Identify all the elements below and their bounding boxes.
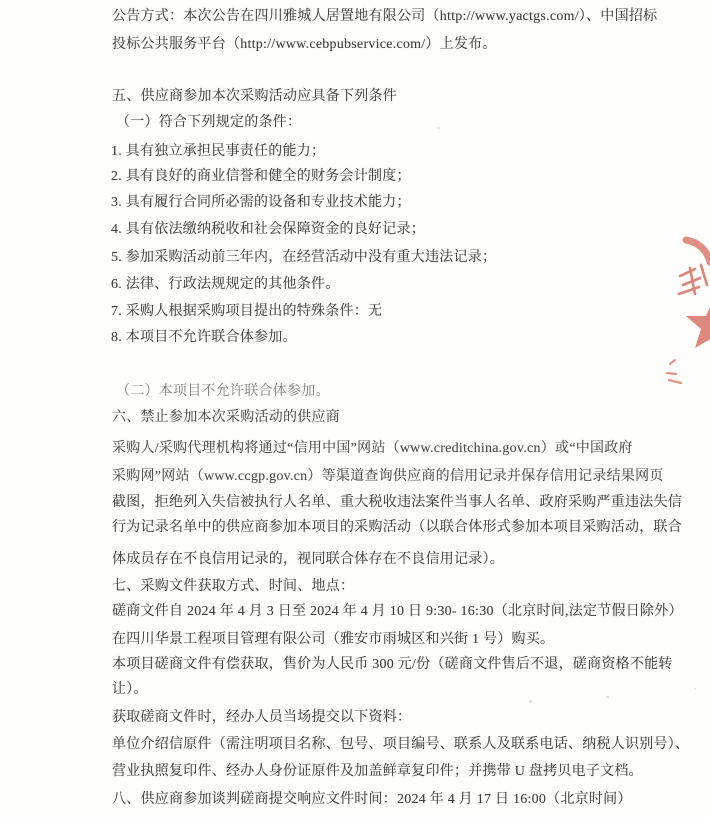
document-line: 在四川华景工程项目管理有限公司（雅安市雨城区和兴街 1 号）购买。 bbox=[112, 632, 555, 647]
list-item: 2. 具有良好的商业信誉和健全的财务会计制度； bbox=[111, 169, 411, 184]
scan-speck bbox=[606, 696, 609, 698]
section-heading: 七、采购文件获取方式、时间、地点： bbox=[112, 579, 355, 594]
list-item: 6. 法律、行政法规规定的其他条件。 bbox=[111, 277, 340, 292]
document-line: 让）。 bbox=[112, 682, 148, 697]
document-line: 磋商文件自 2024 年 4 月 3 日至 2024 年 4 月 10 日 9:30- 16:30（北京时间,法定节假日除外） bbox=[112, 604, 683, 619]
document-line: 投标公共服务平台（http://www.cebpubservice.com/）上发布。 bbox=[112, 37, 497, 52]
red-seal-fragment-icon bbox=[652, 232, 710, 390]
list-item: 3. 具有履行合同所必需的设备和专业技术能力； bbox=[111, 195, 411, 210]
subsection-heading: （二）本项目不允许联合体参加。 bbox=[116, 384, 330, 399]
document-line: 截图，拒绝列入失信被执行人名单、重大税收违法案件当事人名单、政府采购严重违法失信 bbox=[112, 495, 682, 510]
list-item: 5. 参加采购活动前三年内，在经营活动中没有重大违法记录； bbox=[111, 250, 497, 265]
document-line: 单位介绍信原件（需注明项目名称、包号、项目编号、联系人及联系电话、纳税人识别号）、 bbox=[112, 737, 690, 752]
list-item: 4. 具有依法缴纳税收和社会保障资金的良好记录； bbox=[111, 222, 425, 237]
document-line: 公告方式：本次公告在四川雅城人居置地有限公司（http://www.yactgs.com/）、中国招标 bbox=[112, 9, 658, 24]
list-item: 8. 本项目不允许联合体参加。 bbox=[111, 330, 297, 345]
document-line: 营业执照复印件、经办人身份证原件及加盖鲜章复印件；并携带 U 盘拷贝电子文档。 bbox=[112, 764, 643, 779]
document-line: 采购网”网站（www.ccgp.gov.cn）等渠道查询供应商的信用记录并保存信用记录结果网页 bbox=[112, 469, 664, 484]
scan-speck bbox=[437, 127, 440, 129]
document-line: 行为记录名单中的供应商参加本项目的采购活动（以联合体形式参加本项目采购活动，联合 bbox=[112, 520, 682, 535]
section-heading: 六、禁止参加本次采购活动的供应商 bbox=[112, 410, 340, 425]
document-line: 采购人/采购代理机构将通过“信用中国”网站（www.creditchina.gov.cn）或“中国政府 bbox=[112, 441, 633, 456]
document-line: 获取磋商文件时，经办人员当场提交以下资料： bbox=[112, 710, 412, 725]
document-line: 体成员存在不良信用记录的，视同联合体存在不良信用记录）。 bbox=[112, 552, 504, 567]
section-heading: 八、供应商参加谈判磋商提交响应文件时间：2024 年 4 月 17 日 16:00（北京时间） bbox=[112, 792, 632, 807]
list-item: 7. 采购人根据采购项目提出的特殊条件：无 bbox=[111, 304, 383, 319]
scan-speck bbox=[529, 700, 532, 703]
subsection-heading: （一）符合下列规定的条件： bbox=[116, 115, 302, 130]
scan-speck bbox=[694, 688, 696, 690]
list-item: 1. 具有独立承担民事责任的能力； bbox=[111, 144, 326, 159]
document-line: 本项目磋商文件有偿获取，售价为人民币 300 元/份（磋商文件售后不退，磋商资格不能转 bbox=[112, 657, 673, 672]
section-heading: 五、供应商参加本次采购活动应具备下列条件 bbox=[112, 89, 397, 104]
